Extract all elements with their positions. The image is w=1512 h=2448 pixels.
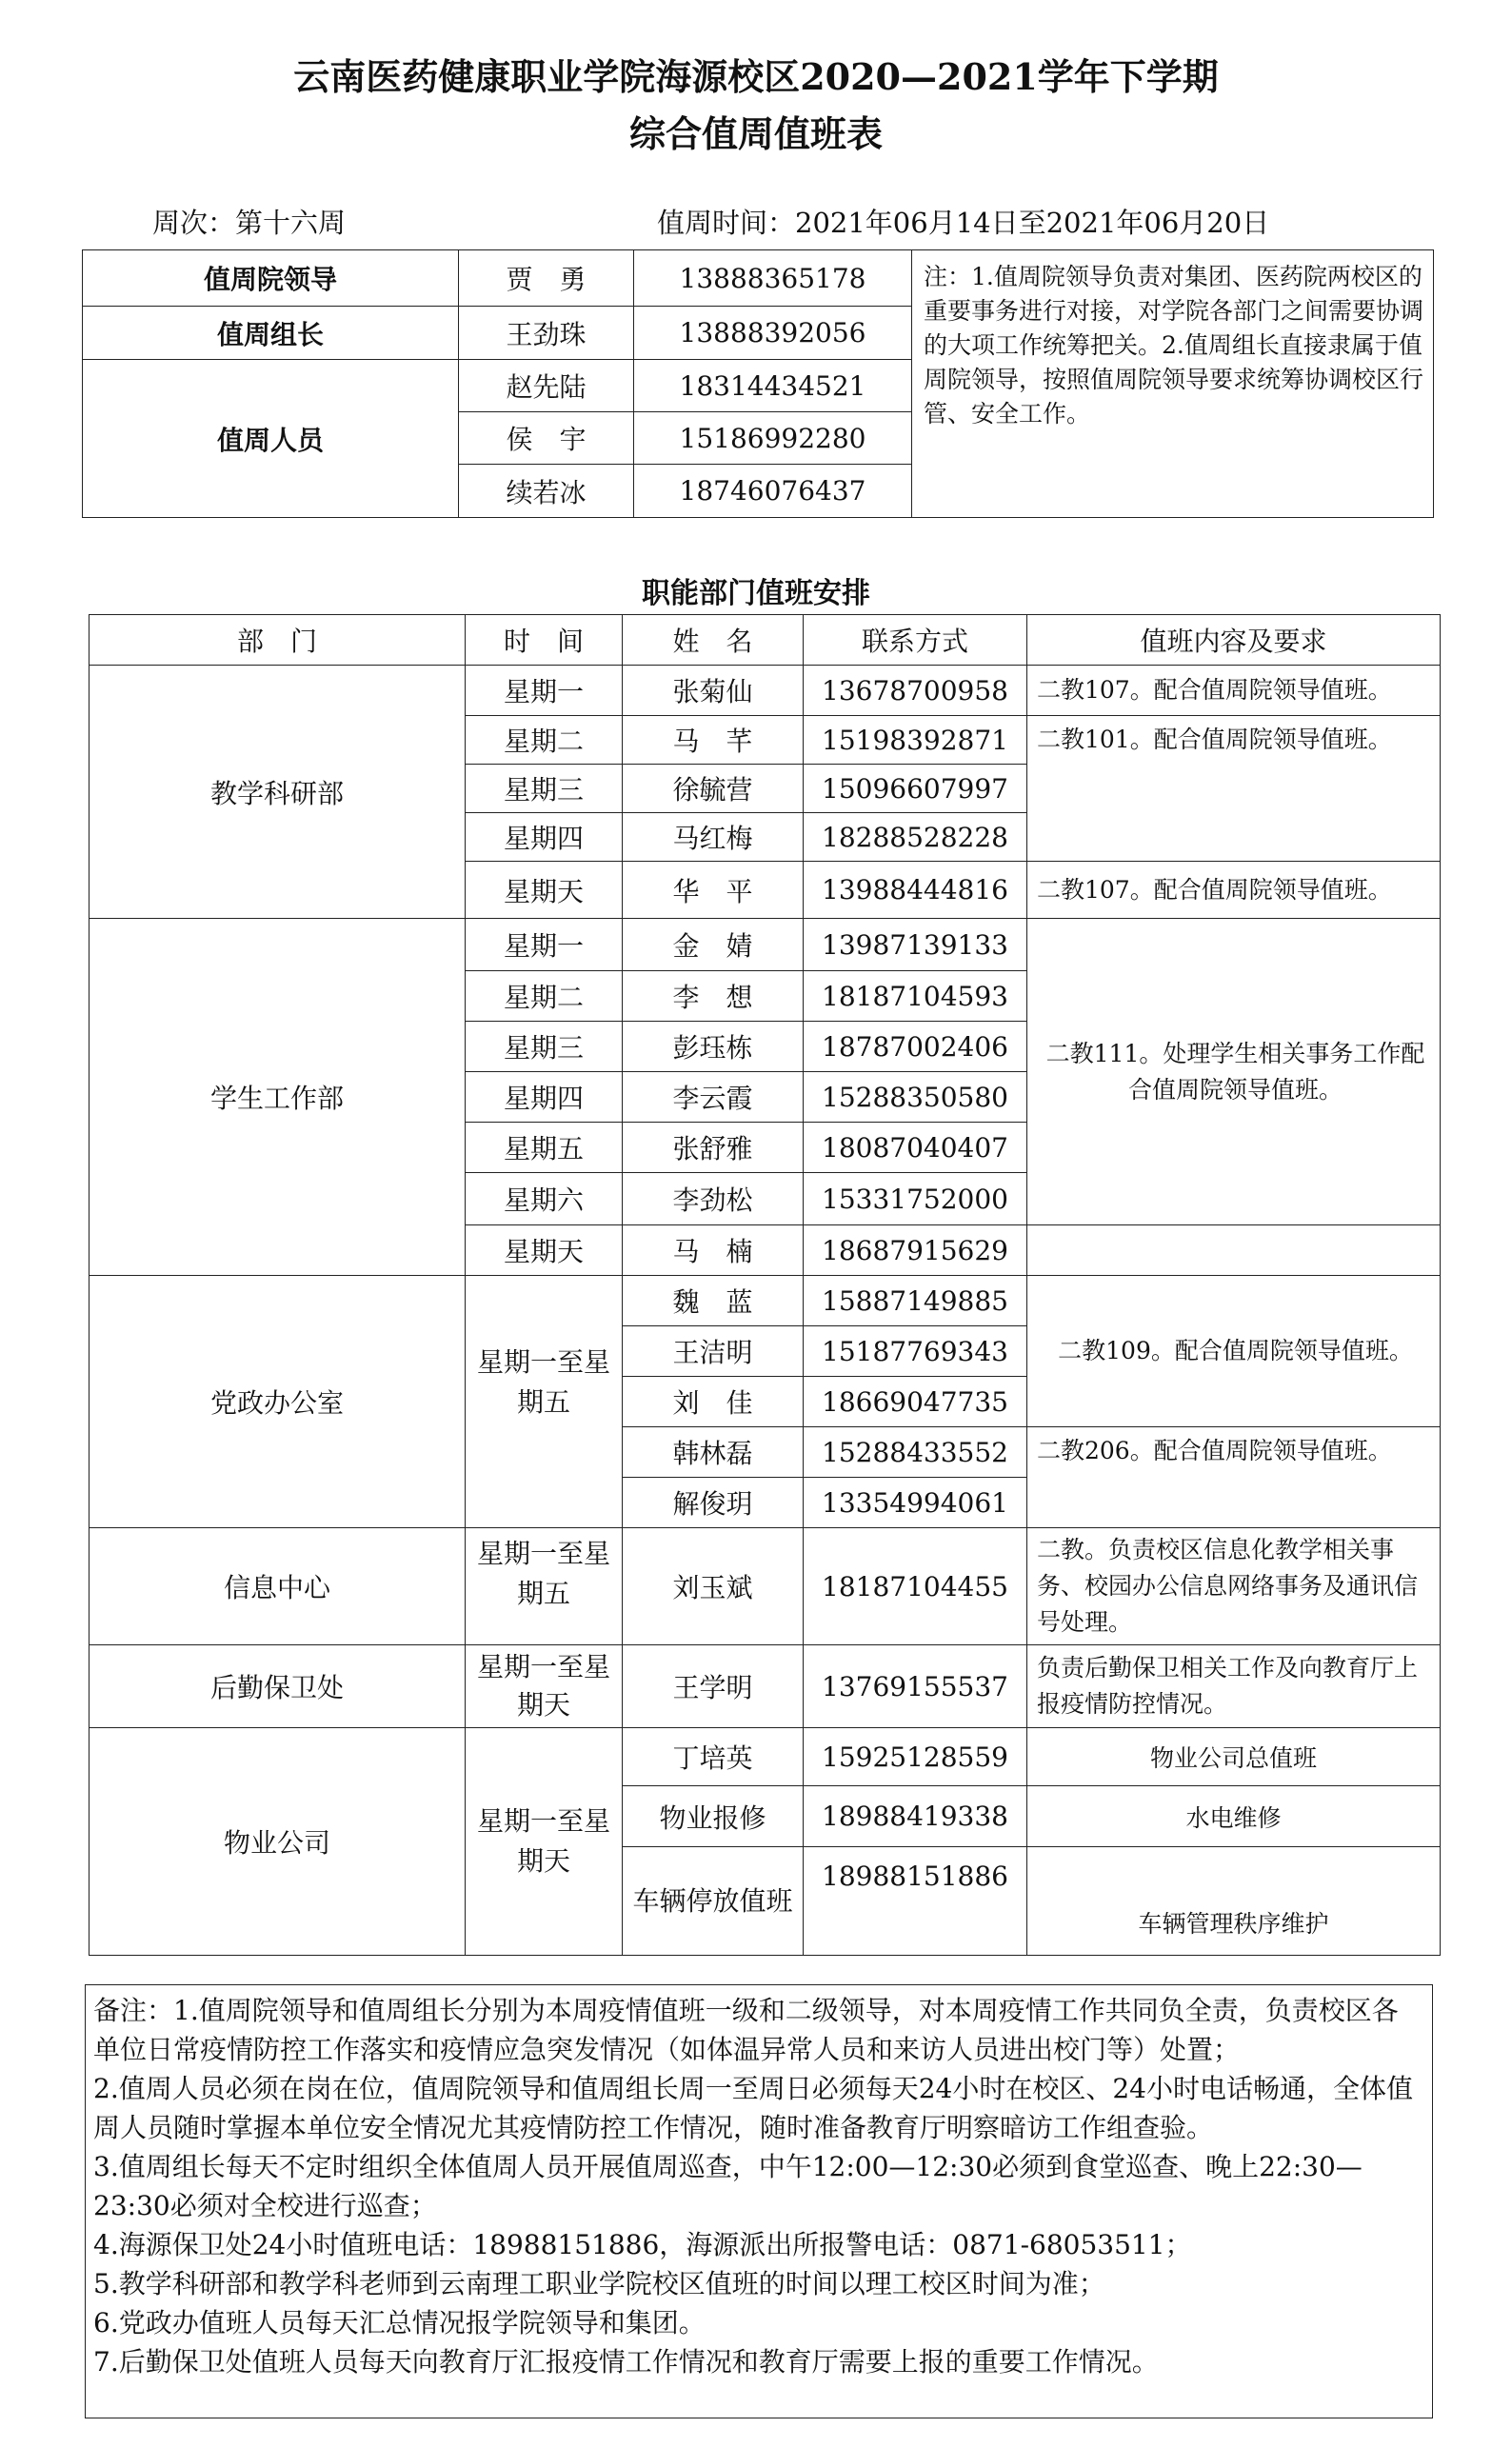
name: 马 芊 [623, 716, 804, 765]
week-label: 周次：第十六周 [152, 207, 347, 239]
day: 星期六 [466, 1173, 623, 1225]
name: 刘玉斌 [623, 1528, 804, 1645]
requirement: 车辆管理秩序维护 [1027, 1847, 1441, 1956]
day: 星期四 [466, 1072, 623, 1123]
name: 丁培英 [623, 1728, 804, 1786]
header-name: 姓 名 [623, 615, 804, 666]
dept-office: 党政办公室 [90, 1276, 466, 1528]
remark-line: 4.海源保卫处24小时值班电话：18988151886，海源派出所报警电话：0871-68053511； [93, 2229, 1192, 2260]
name: 王学明 [623, 1645, 804, 1728]
name: 马红梅 [623, 813, 804, 862]
day: 星期五 [466, 1123, 623, 1173]
name: 张舒雅 [623, 1123, 804, 1173]
remark-line: 周人员随时掌握本单位安全情况尤其疫情防控工作情况，随时准备教育厅明察暗访工作组查验。 [93, 2112, 1214, 2143]
phone: 15096607997 [804, 765, 1027, 813]
leader-name: 贾 勇 [459, 250, 634, 307]
name: 王洁明 [623, 1326, 804, 1377]
header-time: 时 间 [466, 615, 623, 666]
duty-period: 值周时间：2021年06月14日至2021年06月20日 [657, 207, 1270, 239]
phone: 13988444816 [804, 862, 1027, 919]
name: 徐毓营 [623, 765, 804, 813]
day: 星期一 [466, 919, 623, 971]
staff-name: 赵先陆 [459, 360, 634, 412]
name: 李 想 [623, 971, 804, 1022]
requirement: 二教107。配合值周院领导值班。 [1027, 666, 1441, 716]
requirement: 二教101。配合值周院领导值班。 [1027, 716, 1441, 862]
requirement: 负责后勤保卫相关工作及向教育厅上报疫情防控情况。 [1027, 1645, 1441, 1728]
dept-student: 学生工作部 [90, 919, 466, 1276]
group-leader-phone: 13888392056 [634, 307, 912, 360]
remark-line: 5.教学科研部和教学科老师到云南理工职业学院校区值班的时间以理工校区时间为准； [93, 2268, 1105, 2299]
dept-table [89, 614, 1441, 1956]
phone: 18988419338 [804, 1786, 1027, 1847]
requirement: 二教111。处理学生相关事务工作配合值周院领导值班。 [1027, 919, 1441, 1225]
phone: 15288350580 [804, 1072, 1027, 1123]
name: 韩林磊 [623, 1427, 804, 1478]
name: 张菊仙 [623, 666, 804, 716]
remark-line: 7.后勤保卫处值班人员每天向教育厅汇报疫情工作情况和教育厅需要上报的重要工作情况。 [93, 2346, 1159, 2378]
dept-security: 后勤保卫处 [90, 1645, 466, 1728]
name: 彭珏栋 [623, 1022, 804, 1072]
leader-phone: 13888365178 [634, 250, 912, 307]
dept-section-title: 职能部门值班安排 [642, 577, 870, 610]
day: 星期三 [466, 765, 623, 813]
dept-property: 物业公司 [90, 1728, 466, 1956]
page-title-line2: 综合值周值班表 [628, 112, 883, 155]
day: 星期三 [466, 1022, 623, 1072]
day: 星期二 [466, 971, 623, 1022]
day: 星期二 [466, 716, 623, 765]
day: 星期一 [466, 666, 623, 716]
phone: 15331752000 [804, 1173, 1027, 1225]
name: 金 婧 [623, 919, 804, 971]
requirement: 二教。负责校区信息化教学相关事务、校园办公信息网络事务及通讯信号处理。 [1027, 1528, 1441, 1645]
requirement-empty [1027, 1225, 1441, 1276]
remarks-box [85, 1984, 1433, 2418]
remark-line: 2.值周人员必须在岗在位，值周院领导和值周组长周一至周日必须每天24小时在校区、24小时电话畅通，全体值 [93, 2073, 1413, 2104]
day: 星期天 [466, 1225, 623, 1276]
day: 星期一至星期天 [466, 1645, 623, 1728]
name: 车辆停放值班 [623, 1847, 804, 1956]
phone: 18187104593 [804, 971, 1027, 1022]
staff-name: 续若冰 [459, 465, 634, 518]
day: 星期一至星期五 [466, 1276, 623, 1528]
remark-line: 23:30必须对全校进行巡查； [93, 2190, 437, 2221]
group-leader-name: 王劲珠 [459, 307, 634, 360]
role-leader: 值周院领导 [83, 250, 459, 307]
phone: 18687915629 [804, 1225, 1027, 1276]
remark-line: 备注：1.值周院领导和值周组长分别为本周疫情值班一级和二级领导，对本周疫情工作共同负全责，负责校区各 [93, 1995, 1399, 2026]
page-title-line1: 云南医药健康职业学院海源校区2020—2021学年下学期 [293, 55, 1219, 98]
name: 解俊玥 [623, 1478, 804, 1528]
header-contact: 联系方式 [804, 615, 1027, 666]
phone: 15288433552 [804, 1427, 1027, 1478]
remark-line: 单位日常疫情防控工作落实和疫情应急突发情况（如体温异常人员和来访人员进出校门等）处置； [93, 2034, 1241, 2065]
leaders-table [82, 249, 1434, 518]
name: 物业报修 [623, 1786, 804, 1847]
remark-line: 6.党政办值班人员每天汇总情况报学院领导和集团。 [93, 2307, 706, 2339]
phone: 13354994061 [804, 1478, 1027, 1528]
requirement: 二教107。配合值周院领导值班。 [1027, 862, 1441, 919]
dept-info: 信息中心 [90, 1528, 466, 1645]
day: 星期一至星期天 [466, 1728, 623, 1956]
phone: 13769155537 [804, 1645, 1027, 1728]
name: 马 楠 [623, 1225, 804, 1276]
header-requirements: 值班内容及要求 [1027, 615, 1441, 666]
phone: 15198392871 [804, 716, 1027, 765]
role-staff: 值周人员 [83, 360, 459, 518]
day: 星期四 [466, 813, 623, 862]
staff-phone: 18314434521 [634, 360, 912, 412]
phone: 13678700958 [804, 666, 1027, 716]
dept-teaching: 教学科研部 [90, 666, 466, 919]
name: 李劲松 [623, 1173, 804, 1225]
phone: 15187769343 [804, 1326, 1027, 1377]
name: 李云霞 [623, 1072, 804, 1123]
phone: 18988151886 [804, 1847, 1027, 1956]
phone: 18087040407 [804, 1123, 1027, 1173]
day: 星期一至星期五 [466, 1528, 623, 1645]
leaders-note: 注：1.值周院领导负责对集团、医药院两校区的重要事务进行对接，对学院各部门之间需要协调的大项工作统筹把关。2.值周组长直接隶属于值周院领导，按照值周院领导要求统筹协调校区行管、安全工作。 [912, 250, 1434, 518]
staff-phone: 18746076437 [634, 465, 912, 518]
phone: 18187104455 [804, 1528, 1027, 1645]
name: 刘 佳 [623, 1377, 804, 1427]
staff-phone: 15186992280 [634, 412, 912, 465]
phone: 18787002406 [804, 1022, 1027, 1072]
requirement: 水电维修 [1027, 1786, 1441, 1847]
day: 星期天 [466, 862, 623, 919]
name: 华 平 [623, 862, 804, 919]
requirement: 二教109。配合值周院领导值班。 [1027, 1276, 1441, 1427]
requirement: 物业公司总值班 [1027, 1728, 1441, 1786]
header-dept: 部 门 [90, 615, 466, 666]
phone: 15887149885 [804, 1276, 1027, 1326]
staff-name: 侯 宇 [459, 412, 634, 465]
name: 魏 蓝 [623, 1276, 804, 1326]
phone: 13987139133 [804, 919, 1027, 971]
role-group-leader: 值周组长 [83, 307, 459, 360]
phone: 15925128559 [804, 1728, 1027, 1786]
phone: 18288528228 [804, 813, 1027, 862]
requirement: 二教206。配合值周院领导值班。 [1027, 1427, 1441, 1528]
phone: 18669047735 [804, 1377, 1027, 1427]
remark-line: 3.值周组长每天不定时组织全体值周人员开展值周巡查，中午12:00—12:30必须到食堂巡查、晚上22:30— [93, 2151, 1363, 2182]
